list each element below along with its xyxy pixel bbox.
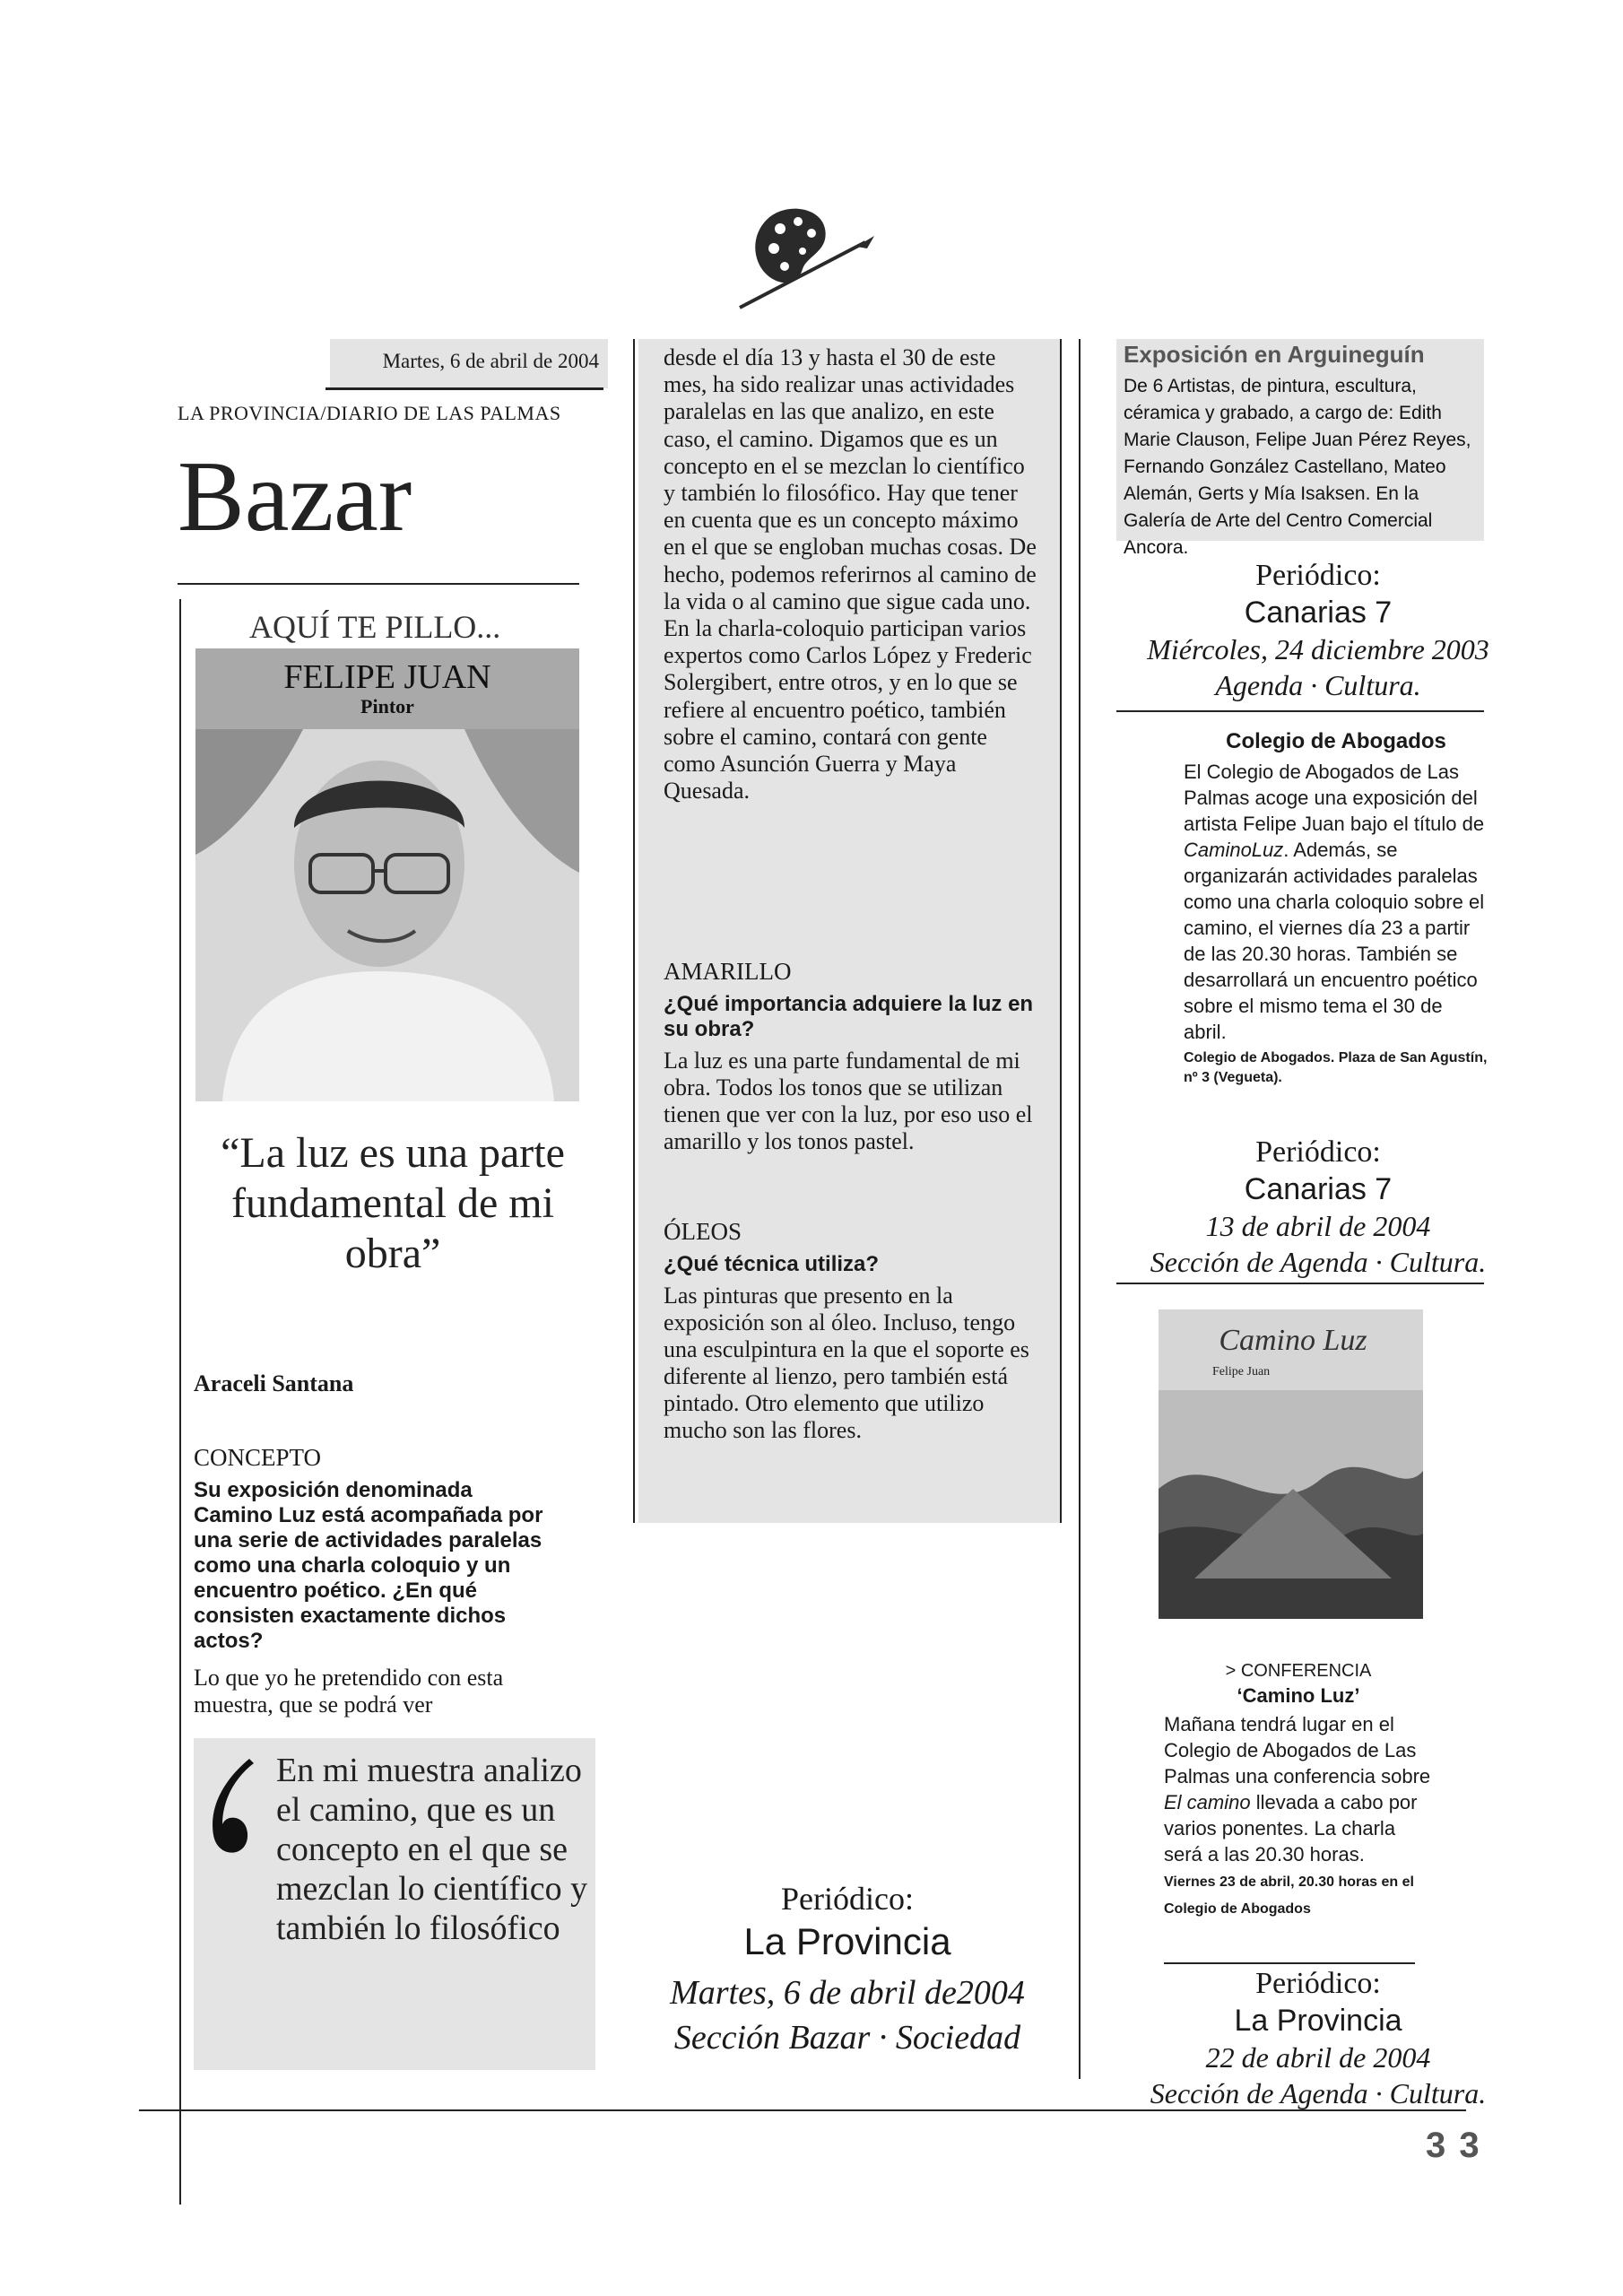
a3-answer: Las pinturas que presento en la exposición son al óleo. Incluso, tengo una esculpintura en la que el soporte es diferente al lienzo, pero también está pintado. Otro elemento que utilizo mucho son las flores. [664,1283,1029,1443]
clip-paper: LA PROVINCIA/DIARIO DE LAS PALMAS [178,402,561,424]
caption-section: Agenda · Cultura. [1215,669,1421,701]
palette-icon [731,202,874,309]
arguineguin-title: Exposición en Arguineguín [1124,341,1425,368]
clip-headline: “La luz es una parte fundamental de mi obra” [221,1129,565,1277]
pull-quote: En mi muestra analizo el camino, que es un concepto en el que se mezclan lo científico y también lo filosófico [276,1752,588,1947]
poster-artist: Felipe Juan [1212,1365,1271,1378]
q3-question: ¿Qué técnica utiliza? [664,1252,880,1276]
q1-label: CONCEPTO [194,1444,322,1471]
portrait-illustration [195,729,579,1101]
colegio-body: El Colegio de Abogados de Las Palmas acoge una exposición del artista Felipe Juan bajo el título de CaminoLuz. Además, se organizarán actividades paralelas como una charla coloquio sobre el camino, el viernes día 23 a partir de las 20.30 horas. También se desarrollará un encuentro poético sobre el mismo tema el 30 de abril. [1184,761,1485,1043]
clip-kicker: AQUÍ TE PILLO... [249,609,501,645]
caption-date: Martes, 6 de abril de2004 [670,1974,1025,2012]
caption-canarias7-dec [1094,558,1542,703]
caption-canarias7-apr [1094,1135,1542,1280]
clip-author: Araceli Santana [194,1370,354,1396]
conferencia-body: Mañana tendrá lugar en el Colegio de Abogados de Las Palmas una conferencia sobre El camino llevada a cabo por varios ponentes. La charla será a las 20.30 horas. [1164,1713,1431,1866]
caption-newspaper: Canarias 7 [1244,1172,1393,1206]
caption-section: Sección de Agenda · Cultura. [1150,2077,1487,2109]
caption-newspaper: La Provincia [1234,2004,1402,2038]
clip-colegio [1184,726,1488,1088]
photo-role: Pintor [360,695,414,718]
caption-label: Periódico: [781,1881,914,1917]
colegio-address: Colegio de Abogados. Plaza de San Agustín, nº 3 (Vegueta). [1184,1050,1488,1085]
caption-la-provincia-apr [1094,1966,1542,2111]
page-number: 3 3 [1426,2126,1481,2165]
caption-date: 13 de abril de 2004 [1205,1210,1431,1242]
caption-date: 22 de abril de 2004 [1205,2041,1431,2074]
arguineguin-body: De 6 Artistas, de pintura, escultura, céramica y grabado, a cargo de: Edith Marie Clauson, Felipe Juan Pérez Reyes, Fernando González Castellano, Mateo Alemán, Gerts y Mía Isaksen. En la Galería de Arte del Centro Comercial Ancora. [1124,376,1471,558]
poster-title: Camino Luz [1219,1324,1367,1357]
caption-label: Periódico: [1255,559,1381,592]
caption-section: Sección de Agenda · Cultura. [1150,1246,1487,1278]
photo-name: FELIPE JUAN [283,658,491,696]
conferencia-kicker: > CONFERENCIA [1225,1661,1372,1681]
colegio-title: Colegio de Abogados [1226,729,1446,753]
a2-answer: La luz es una parte fundamental de mi obra. Todos los tonos que se utilizan tienen que ver con la luz, por eso uso el amarillo y los tonos pastel. [664,1048,1033,1154]
caption-newspaper: Canarias 7 [1244,596,1393,630]
main-clipping-left [178,339,608,2079]
q2-label: AMARILLO [664,958,792,985]
clip-section: Bazar [178,441,412,552]
clip-date: Martes, 6 de abril de 2004 [382,350,599,372]
caption-section: Sección Bazar · Sociedad [673,2019,1021,2057]
a1-start: Lo que yo he pretendido con esta muestra, que se podrá ver [194,1665,504,1718]
poster-image [1159,1309,1423,1619]
main-clipping-middle [638,339,1060,1523]
caption-label: Periódico: [1255,1135,1381,1169]
caption-la-provincia-bazar [628,1879,1067,2060]
a1-continuation: desde el día 13 y hasta el 30 de este mes, ha sido realizar unas actividades paralelas en las que analizo, en este caso, el camino. Digamos que es un concepto en el se mezclan lo científico y también lo filosófico. Hay que tener en cuenta que es un concepto máximo en el que se engloban muchas cosas. De hecho, podemos referirnos al camino de la vida o al camino que sigue cada uno. En la charla-coloquio participan varios expertos como Carlos López y Frederic Solergibert, entre otros, y en lo que se refiere al encuentro poético, también sobre el camino, contará con gente como Asunción Guerra y Maya Quesada. [664,344,1037,804]
caption-date: Miércoles, 24 diciembre 2003 [1147,633,1489,665]
quote-mark-icon [195,1754,258,1862]
caption-newspaper: La Provincia [743,1920,951,1962]
q3-label: ÓLEOS [664,1218,742,1245]
clip-conferencia [1164,1659,1433,1923]
conferencia-footer: Viernes 23 de abril, 20.30 horas en el Colegio de Abogados [1164,1874,1414,1917]
q2-question: ¿Qué importancia adquiere la luz en su obra? [664,992,1034,1041]
portrait-photo [195,648,579,1101]
q1-question: Su exposición denominada Camino Luz está acompañada por una serie de actividades paralelas como una charla coloquio y un encuentro poético. ¿En qué consisten exactamente dichos actos? [194,1478,543,1653]
conferencia-title: ‘Camino Luz’ [1237,1684,1360,1707]
caption-label: Periódico: [1255,1967,1381,2000]
clip-arguineguin [1116,339,1484,558]
